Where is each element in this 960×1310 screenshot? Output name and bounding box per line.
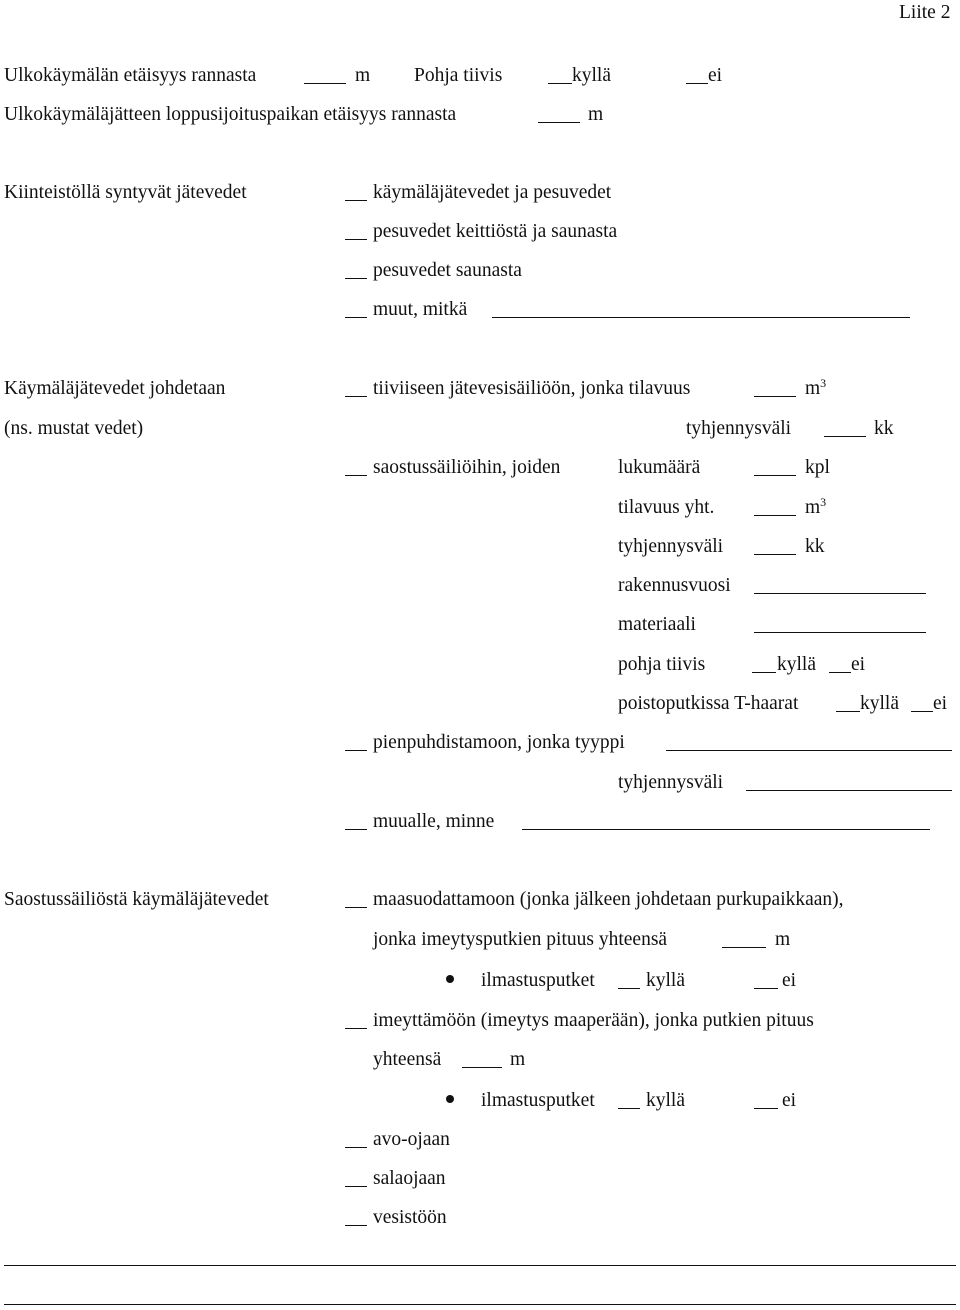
- vent-pipes-yes-checkbox[interactable]: [618, 988, 640, 989]
- plant-emptying-interval-field[interactable]: [746, 790, 952, 791]
- outhouse-distance-label: Ulkokäymälän etäisyys rannasta: [4, 65, 257, 86]
- toilet-and-wash-checkbox[interactable]: [345, 200, 367, 201]
- t-pipes-yes-checkbox[interactable]: [836, 711, 860, 712]
- unit-m: m: [355, 65, 371, 86]
- notes-line[interactable]: [4, 1304, 956, 1305]
- no-option: ei: [782, 1090, 797, 1111]
- yes-option: kyllä: [572, 65, 611, 86]
- unit-m3: $m^3$: [805, 376, 827, 399]
- other-checkbox[interactable]: [345, 317, 367, 318]
- drain-option: salaojaan: [373, 1168, 446, 1189]
- drain-checkbox[interactable]: [345, 1186, 367, 1187]
- no-option: ei: [933, 693, 948, 714]
- septic-outflow-label: Saostussäiliöstä käymäläjätevedet: [4, 889, 269, 910]
- soil-filter-option: maasuodattamoon (jonka jälkeen johdetaan purkupaikkaan),: [373, 889, 844, 910]
- small-plant-option: pienpuhdistamoon, jonka tyyppi: [373, 732, 625, 753]
- unit-m: m: [775, 929, 791, 950]
- toilet-wastewater-sublabel: (ns. mustat vedet): [4, 418, 144, 439]
- toilet-wastewater-label: Käymäläjätevedet johdetaan: [4, 378, 226, 399]
- count-label: lukumäärä: [618, 457, 701, 478]
- filter-length-label: jonka imeytysputkien pituus yhteensä: [373, 929, 668, 950]
- total-volume-label: tilavuus yht.: [618, 497, 715, 518]
- waterbody-option: vesistöön: [373, 1207, 447, 1228]
- plant-emptying-interval-label: tyhjennysväli: [618, 772, 724, 793]
- sealed-tank-option: tiiviiseen jätevesisäiliöön, jonka tilavuus: [373, 378, 691, 399]
- no-option: ei: [851, 654, 866, 675]
- t-pipes-no-checkbox[interactable]: [911, 711, 933, 712]
- filter-length-field[interactable]: [722, 947, 766, 948]
- appendix-label: Liite 2: [899, 2, 951, 23]
- sealed-tank-checkbox[interactable]: [345, 396, 367, 397]
- total-volume-field[interactable]: [754, 515, 796, 516]
- count-field[interactable]: [754, 475, 796, 476]
- small-plant-type-field[interactable]: [666, 750, 952, 751]
- sauna-option: pesuvedet saunasta: [373, 260, 522, 281]
- elsewhere-checkbox[interactable]: [345, 829, 367, 830]
- kitchen-sauna-checkbox[interactable]: [345, 239, 367, 240]
- wastewater-label: Kiinteistöllä syntyvät jätevedet: [4, 182, 247, 203]
- no-option: ei: [782, 970, 797, 991]
- septic-emptying-interval-field[interactable]: [754, 554, 796, 555]
- toilet-and-wash-option: käymäläjätevedet ja pesuvedet: [373, 182, 612, 203]
- yes-option: kyllä: [777, 654, 816, 675]
- no-option: ei: [708, 65, 723, 86]
- build-year-field[interactable]: [754, 593, 926, 594]
- emptying-interval-label: tyhjennysväli: [686, 418, 792, 439]
- vent-pipes2-no-checkbox[interactable]: [754, 1108, 778, 1109]
- bottom-sealed-label: Pohja tiivis: [414, 65, 503, 86]
- infiltration-option: imeyttämöön (imeytys maaperään), jonka putkien pituus: [373, 1010, 814, 1031]
- material-field[interactable]: [754, 632, 926, 633]
- septic-bottom-sealed-label: pohja tiivis: [618, 654, 706, 675]
- yes-option: kyllä: [860, 693, 899, 714]
- soil-filter-checkbox[interactable]: [345, 907, 367, 908]
- total-length-label: yhteensä: [373, 1049, 442, 1070]
- elsewhere-field[interactable]: [522, 829, 930, 830]
- other-field[interactable]: [492, 317, 910, 318]
- total-length-field[interactable]: [462, 1067, 502, 1068]
- emptying-interval-field[interactable]: [824, 436, 866, 437]
- t-pipes-label: poistoputkissa T-haarat: [618, 693, 799, 714]
- unit-m: m: [510, 1049, 526, 1070]
- final-disposal-distance-field[interactable]: [538, 122, 580, 123]
- elsewhere-option: muualle, minne: [373, 811, 495, 832]
- ditch-option: avo-ojaan: [373, 1129, 450, 1150]
- septic-tank-checkbox[interactable]: [345, 475, 367, 476]
- waterbody-checkbox[interactable]: [345, 1225, 367, 1226]
- unit-m3: $m^3$: [805, 495, 827, 518]
- build-year-label: rakennusvuosi: [618, 575, 731, 596]
- infiltration-checkbox[interactable]: [345, 1028, 367, 1029]
- unit-m: m: [588, 104, 604, 125]
- vent-pipes-no-checkbox[interactable]: [754, 988, 778, 989]
- yes-option: kyllä: [646, 970, 685, 991]
- bottom-sealed-yes-checkbox[interactable]: [548, 83, 572, 84]
- vent-pipes-label: ilmastusputket: [481, 970, 595, 991]
- septic-tank-option: saostussäiliöihin, joiden: [373, 457, 561, 478]
- sauna-checkbox[interactable]: [345, 278, 367, 279]
- bullet-icon: [446, 975, 454, 983]
- small-plant-checkbox[interactable]: [345, 750, 367, 751]
- septic-bottom-no-checkbox[interactable]: [829, 672, 851, 673]
- notes-line[interactable]: [4, 1265, 956, 1266]
- septic-emptying-interval-label: tyhjennysväli: [618, 536, 724, 557]
- material-label: materiaali: [618, 614, 696, 635]
- yes-option: kyllä: [646, 1090, 685, 1111]
- bottom-sealed-no-checkbox[interactable]: [686, 83, 708, 84]
- unit-kk: kk: [805, 536, 825, 557]
- final-disposal-distance-label: Ulkokäymäläjätteen loppusijoituspaikan etäisyys rannasta: [4, 104, 457, 125]
- tank-volume-field[interactable]: [754, 396, 796, 397]
- septic-bottom-yes-checkbox[interactable]: [752, 672, 776, 673]
- outhouse-distance-field[interactable]: [304, 83, 346, 84]
- ditch-checkbox[interactable]: [345, 1147, 367, 1148]
- bullet-icon: [446, 1095, 454, 1103]
- kitchen-sauna-option: pesuvedet keittiöstä ja saunasta: [373, 221, 618, 242]
- vent-pipes-label: ilmastusputket: [481, 1090, 595, 1111]
- unit-kpl: kpl: [805, 457, 830, 478]
- unit-kk: kk: [874, 418, 894, 439]
- other-option: muut, mitkä: [373, 299, 468, 320]
- vent-pipes2-yes-checkbox[interactable]: [618, 1108, 640, 1109]
